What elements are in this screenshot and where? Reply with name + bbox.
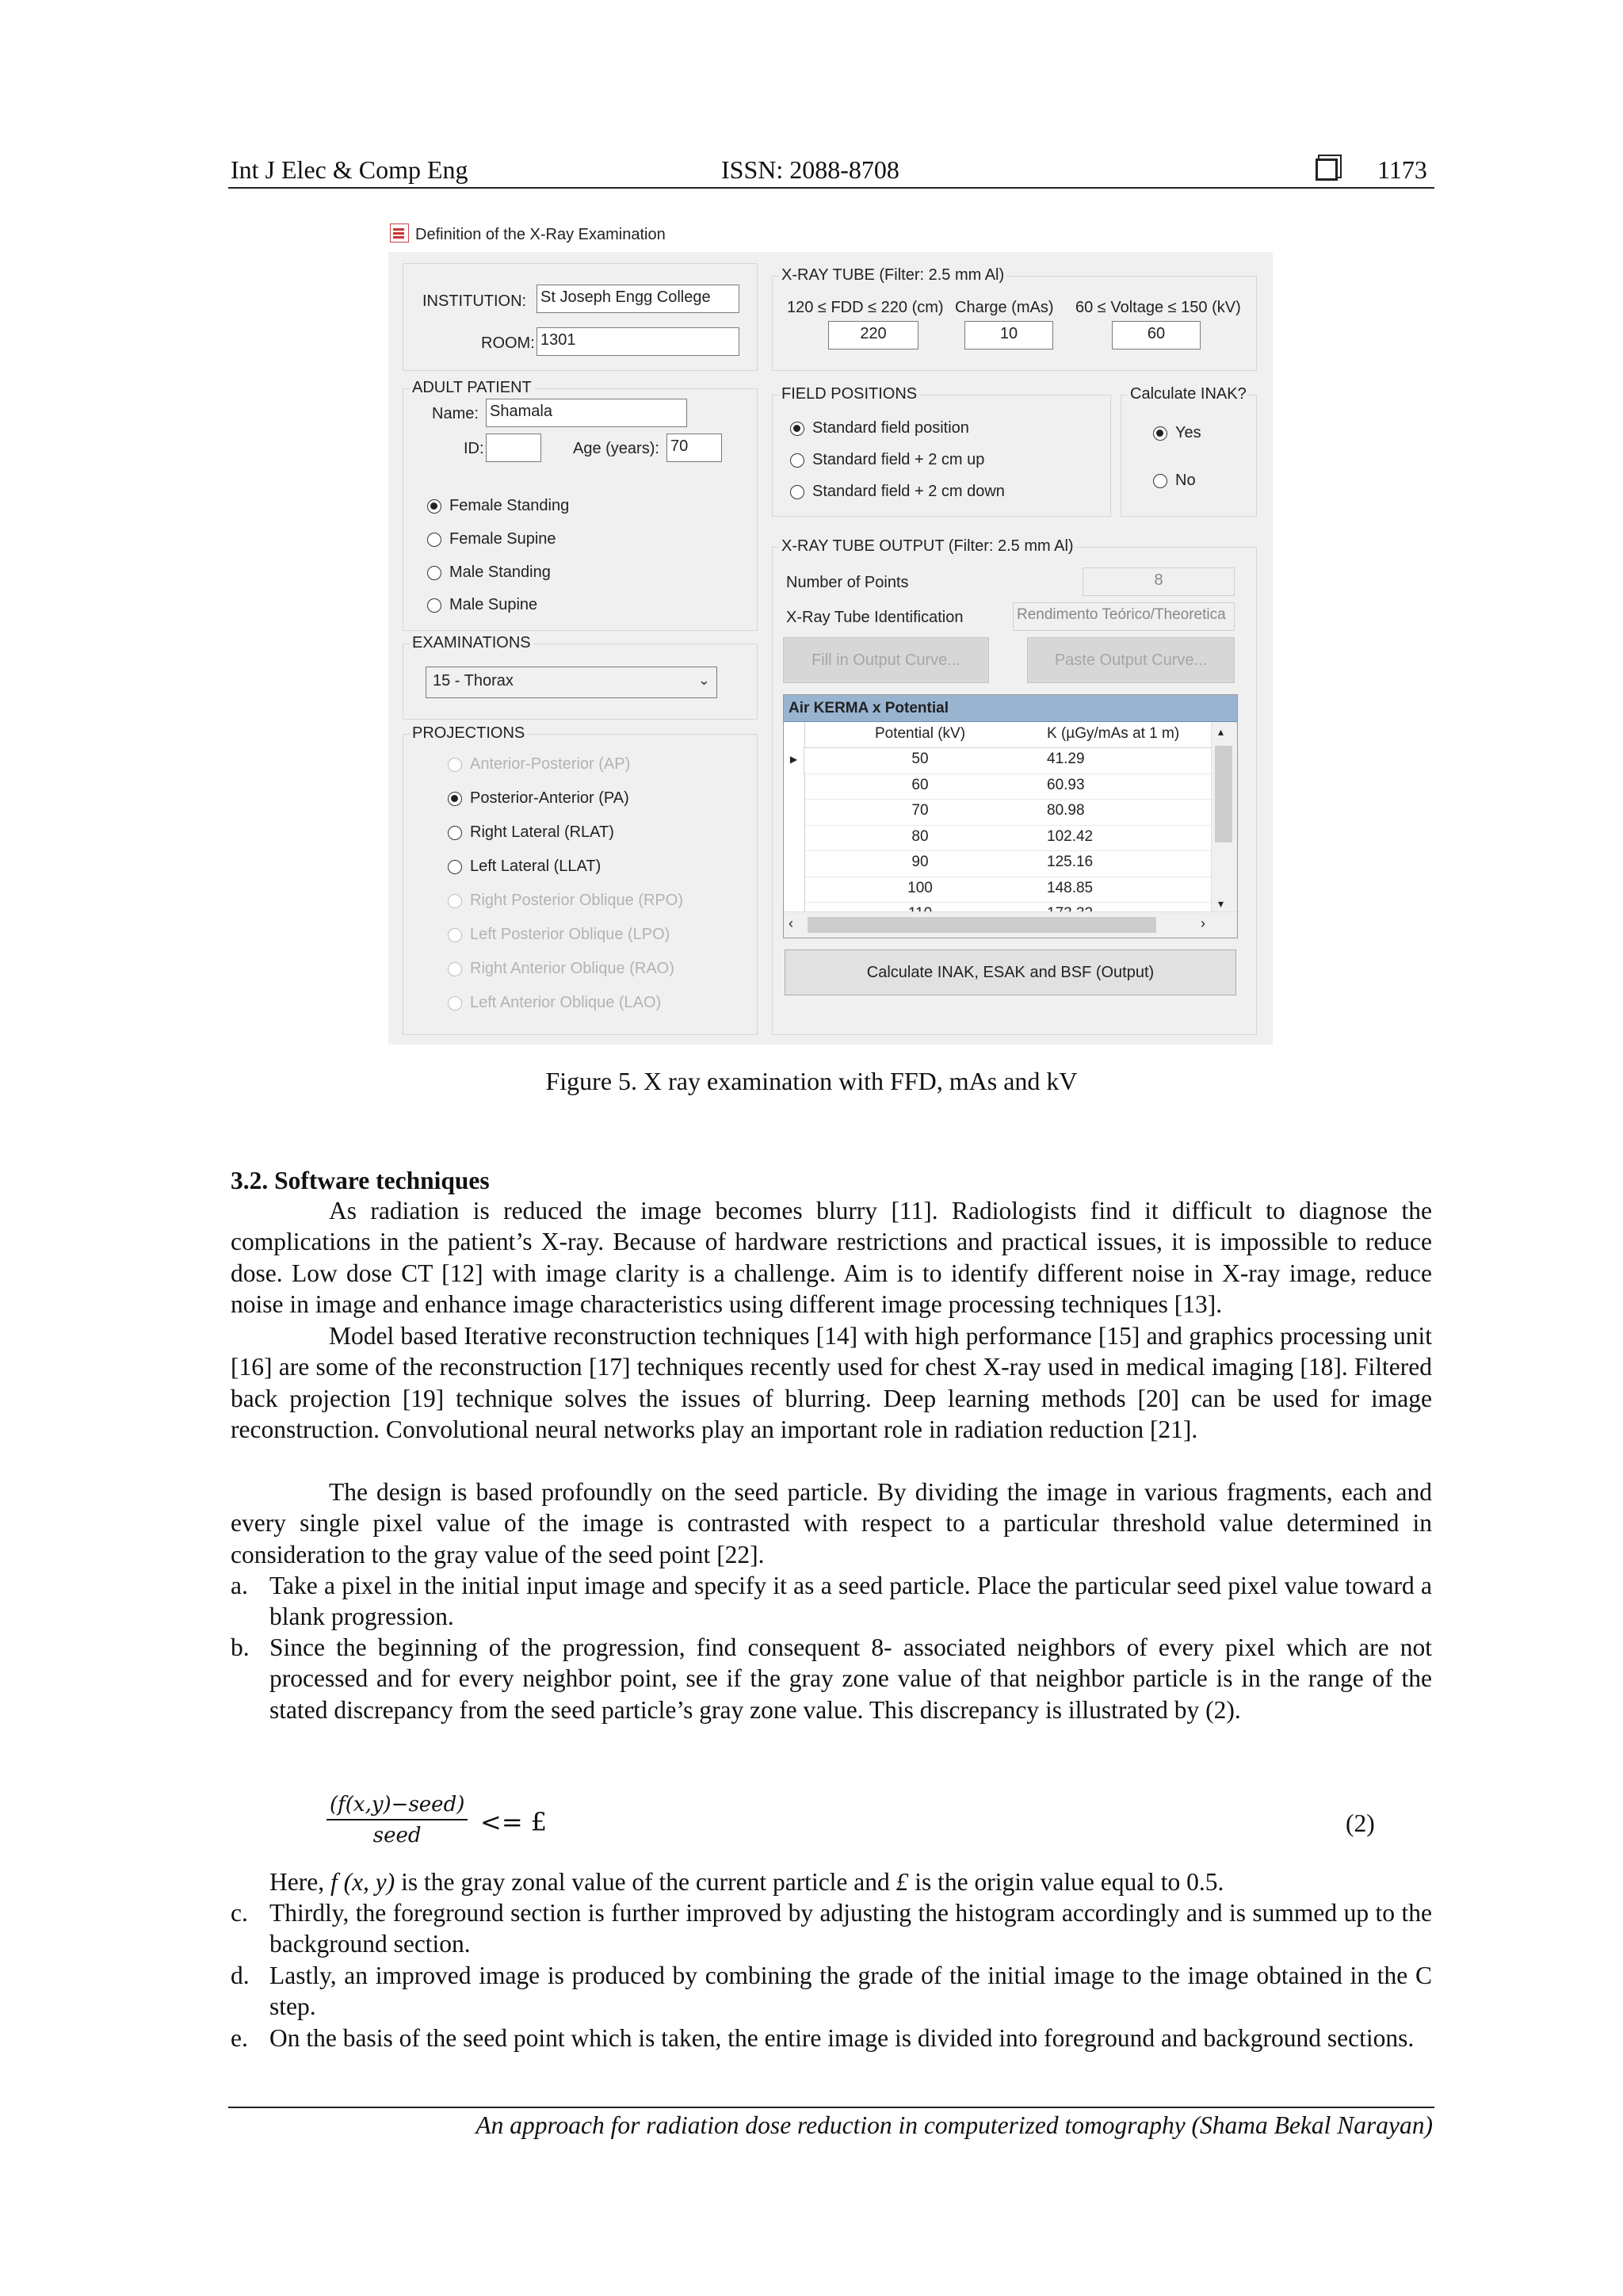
radio-label: Right Lateral (RLAT)	[470, 823, 614, 841]
radio-proj-lpo[interactable]	[448, 926, 670, 944]
radio-dot	[448, 962, 462, 976]
xray-tube-title: X-RAY TUBE (Filter: 2.5 mm Al)	[779, 266, 1006, 285]
cell-k[interactable]: 60.93	[1047, 776, 1085, 793]
radio-dot	[448, 894, 462, 908]
radio-standard-field[interactable]	[790, 419, 969, 437]
vertical-scrollbar[interactable]	[1211, 722, 1237, 912]
examinations-title: EXAMINATIONS	[410, 634, 533, 652]
tube-id-input[interactable]: Rendimento Teórico/Theoretica	[1013, 602, 1235, 631]
institution-input[interactable]: St Joseph Engg College	[537, 285, 739, 313]
cell-potential[interactable]: 90	[911, 854, 929, 870]
charge-input[interactable]: 10	[964, 321, 1053, 350]
radio-label: Posterior-Anterior (PA)	[470, 789, 629, 807]
radio-dot	[427, 533, 441, 547]
room-input[interactable]: 1301	[537, 327, 739, 356]
equation-numerator: (f(x,y)−seed)	[327, 1793, 468, 1820]
radio-label: Male Standing	[449, 563, 551, 581]
chevron-down-icon: ⌄	[697, 672, 710, 688]
row-header[interactable]	[784, 825, 805, 851]
voltage-input[interactable]: 60	[1112, 321, 1201, 350]
radio-proj-pa[interactable]	[448, 789, 629, 808]
row-header[interactable]	[784, 877, 805, 903]
radio-dot	[790, 453, 804, 468]
radio-label: Left Anterior Oblique (LAO)	[470, 994, 662, 1011]
radio-male-supine[interactable]	[427, 596, 537, 614]
list-marker-a: a.	[231, 1572, 248, 1599]
radio-label: Left Posterior Oblique (LPO)	[470, 926, 670, 943]
cell-k[interactable]: 148.85	[1047, 879, 1094, 896]
institution-group	[403, 263, 758, 371]
cell-potential[interactable]: 80	[911, 827, 929, 845]
list-item-b: Since the beginning of the progression, find consequent 8- associated neighbors of every pixel which are not processed and for every neighbor point, see if the gray zone value of that neighbor particle is in the range of the stated discrepancy from the seed particle’s gray zone value. This discrepancy is illustrated by (2).	[269, 1633, 1432, 1724]
here-post: is the gray zonal value of the current particle and	[395, 1868, 896, 1896]
grid-caption: Air KERMA x Potential	[784, 695, 1237, 722]
examination-select[interactable]	[426, 667, 717, 698]
radio-dot	[448, 928, 462, 942]
scroll-down-icon[interactable]: ▾	[1218, 897, 1224, 910]
radio-label: Yes	[1175, 424, 1201, 441]
radio-inak-yes[interactable]	[1153, 424, 1201, 442]
radio-label: Anterior-Posterior (AP)	[470, 755, 631, 773]
scroll-up-icon[interactable]: ▴	[1218, 725, 1224, 738]
radio-dot	[448, 758, 462, 772]
page-box-icon	[1316, 155, 1338, 185]
paste-output-curve-button[interactable]: Paste Output Curve...	[1027, 637, 1235, 683]
calculate-inak-title: Calculate INAK?	[1128, 385, 1249, 403]
radio-label: Female Standing	[449, 497, 570, 514]
adult-patient-title: ADULT PATIENT	[410, 379, 534, 397]
xray-tube-group	[772, 266, 1257, 371]
examinations-group	[403, 634, 758, 720]
radio-label: Standard field position	[812, 419, 969, 437]
room-label: ROOM:	[481, 334, 535, 352]
radio-label: No	[1175, 472, 1196, 489]
row-header[interactable]	[784, 774, 805, 800]
table-row[interactable]	[784, 774, 1212, 800]
radio-dot	[448, 792, 462, 806]
examination-selected: 15 - Thorax	[433, 672, 514, 690]
list-marker-d: d.	[231, 1962, 250, 1989]
scroll-right-icon[interactable]: ›	[1201, 915, 1205, 931]
radio-label: Right Posterior Oblique (RPO)	[470, 892, 683, 909]
running-footer: An approach for radiation dose reduction in computerized tomography (Shama Bekal Narayan)	[475, 2111, 1433, 2139]
equation-denominator: seed	[372, 1824, 422, 1847]
radio-male-standing[interactable]	[427, 563, 551, 582]
list-item-d: Lastly, an improved image is produced by combining the grade of the initial image to the image obtained in the C step.	[269, 1962, 1432, 2021]
radio-label: Male Supine	[449, 596, 538, 613]
here-fxy: f (x, y)	[330, 1868, 395, 1896]
list-item-c: Thirdly, the foreground section is further improved by adjusting the histogram accordingly and is summed up to the background section.	[269, 1899, 1432, 1958]
radio-dot	[1153, 474, 1167, 488]
paragraph-1: As radiation is reduced the image becomes blurry [11]. Radiologists find it difficult to diagnose the complications in the patient’s X-ray. Because of hardware restrictions and practical issues, it is impossible to reduce dose. Low dose CT [12] with image clarity is a challenge. Aim is to identify different noise in X-ray image, reduce noise in image and enhance image characteristics using different image processing techniques [13].	[231, 1197, 1432, 1319]
calculate-inak-group	[1121, 385, 1257, 517]
cell-k[interactable]: 125.16	[1047, 854, 1094, 870]
horizontal-scroll-thumb[interactable]	[808, 917, 1156, 933]
equation-explanation	[269, 1866, 1224, 1897]
here-end: is the origin value equal to 0.5.	[908, 1868, 1224, 1896]
radio-inak-no[interactable]	[1153, 472, 1196, 490]
adult-patient-group	[403, 379, 758, 631]
radio-dot	[790, 485, 804, 499]
radio-proj-llat[interactable]	[448, 858, 601, 876]
paragraph-3: The design is based profoundly on the seed particle. By dividing the image in various fragments, each and every single pixel value of the image is contrasted with respect to a particular threshold value determined in consideration to the gray value of the seed point [22].	[231, 1478, 1432, 1568]
radio-dot	[448, 860, 462, 874]
cell-potential[interactable]: 70	[911, 802, 929, 819]
cell-potential[interactable]: 60	[911, 776, 929, 793]
scroll-left-icon[interactable]: ‹	[789, 915, 793, 931]
projections-title: PROJECTIONS	[410, 724, 527, 743]
name-label: Name:	[432, 405, 479, 422]
list-marker-b: b.	[231, 1633, 250, 1661]
section-heading: 3.2. Software techniques	[231, 1167, 490, 1194]
cell-potential[interactable]: 50	[911, 751, 929, 767]
here-pound: £	[896, 1868, 909, 1896]
equation-relation: <= £	[480, 1807, 548, 1837]
equation-fraction	[327, 1793, 468, 1847]
field-positions-group	[772, 385, 1111, 517]
equation-number: (2)	[1346, 1809, 1375, 1837]
issn: ISSN: 2088-8708	[721, 155, 899, 184]
radio-label: Standard field + 2 cm up	[812, 451, 985, 468]
row-header[interactable]: ▶	[784, 747, 804, 774]
figure-caption: Figure 5. X ray examination with FFD, mAs and kV	[545, 1067, 1078, 1095]
institution-label: INSTITUTION:	[422, 292, 527, 310]
air-kerma-grid[interactable]	[783, 694, 1238, 938]
list-marker-c: c.	[231, 1899, 248, 1927]
radio-proj-rao[interactable]	[448, 960, 674, 978]
radio-label: Female Supine	[449, 530, 556, 548]
radio-female-supine[interactable]	[427, 530, 556, 548]
radio-dot	[1153, 426, 1167, 441]
app-icon	[390, 223, 409, 243]
window-title-text: Definition of the X-Ray Examination	[415, 226, 666, 243]
header-rule	[228, 187, 1434, 189]
age-input[interactable]: 70	[666, 434, 722, 462]
cell-k[interactable]: 80.98	[1047, 802, 1085, 819]
footer-rule	[228, 2107, 1434, 2108]
list-item-e: On the basis of the seed point which is taken, the entire image is divided into foreground and background sections.	[269, 2024, 1415, 2052]
table-row[interactable]	[784, 877, 1212, 904]
projections-group	[403, 724, 758, 1035]
row-header[interactable]	[784, 850, 805, 877]
id-label: ID:	[464, 440, 484, 457]
horizontal-scrollbar[interactable]	[784, 911, 1237, 938]
journal-name: Int J Elec & Comp Eng	[231, 155, 468, 184]
id-input[interactable]	[486, 434, 541, 462]
radio-dot	[448, 826, 462, 840]
tube-id-label: X-Ray Tube Identification	[786, 609, 964, 626]
fdd-input[interactable]: 220	[828, 321, 918, 350]
radio-dot	[427, 499, 441, 514]
table-row[interactable]	[784, 747, 1212, 774]
voltage-label: 60 ≤ Voltage ≤ 150 (kV)	[1075, 299, 1241, 316]
xray-dialog	[388, 252, 1273, 1045]
age-label: Age (years):	[573, 440, 659, 457]
row-header[interactable]	[784, 799, 805, 825]
here-pre: Here,	[269, 1868, 330, 1896]
page-number: 1173	[1377, 155, 1427, 184]
charge-label: Charge (mAs)	[955, 299, 1054, 316]
radio-proj-rlat[interactable]	[448, 823, 614, 842]
cell-k[interactable]: 41.29	[1047, 751, 1085, 767]
cell-potential[interactable]: 100	[907, 879, 933, 896]
tube-output-title: X-RAY TUBE OUTPUT (Filter: 2.5 mm Al)	[779, 537, 1076, 556]
fdd-label: 120 ≤ FDD ≤ 220 (cm)	[787, 299, 944, 316]
table-row[interactable]	[784, 825, 1212, 852]
radio-proj-rpo[interactable]	[448, 892, 683, 910]
table-row[interactable]	[784, 850, 1212, 877]
list-marker-e: e.	[231, 2024, 248, 2052]
radio-field-down[interactable]	[790, 483, 1005, 501]
radio-label: Right Anterior Oblique (RAO)	[470, 960, 674, 977]
radio-proj-lao[interactable]	[448, 994, 661, 1012]
points-input[interactable]: 8	[1083, 567, 1235, 596]
radio-label: Left Lateral (LLAT)	[470, 858, 601, 875]
radio-dot	[448, 996, 462, 1010]
vertical-scroll-thumb[interactable]	[1215, 746, 1232, 842]
name-input[interactable]: Shamala	[486, 399, 687, 427]
cell-k[interactable]: 102.42	[1047, 827, 1094, 845]
table-row[interactable]	[784, 799, 1212, 826]
calculate-output-button[interactable]: Calculate INAK, ESAK and BSF (Output)	[785, 949, 1236, 995]
paragraph-2: Model based Iterative reconstruction techniques [14] with high performance [15] and graphics processing unit [16] are some of the reconstruction [17] techniques recently used for chest X-ray used in medical imaging [18]. Filtered back projection [19] technique solves the issues of blurring. Deep learning methods [20] can be used for image reconstruction. Convolutional neural networks play an important role in radiation reduction [21].	[231, 1322, 1432, 1444]
radio-dot	[790, 422, 804, 436]
radio-proj-ap[interactable]	[448, 755, 630, 774]
fill-output-curve-button[interactable]: Fill in Output Curve...	[783, 637, 989, 683]
window-title	[390, 220, 666, 244]
radio-female-standing[interactable]	[427, 497, 569, 515]
grid-header	[784, 722, 1212, 748]
radio-label: Standard field + 2 cm down	[812, 483, 1005, 500]
radio-field-up[interactable]	[790, 451, 984, 469]
radio-dot	[427, 566, 441, 580]
col-potential[interactable]: Potential (kV)	[874, 725, 966, 742]
col-k[interactable]: K (µGy/mAs at 1 m)	[1047, 725, 1180, 742]
grid-corner	[784, 722, 805, 747]
radio-dot	[427, 598, 441, 613]
field-positions-title: FIELD POSITIONS	[779, 385, 919, 403]
list-item-a: Take a pixel in the initial input image and specify it as a seed particle. Place the particular seed pixel value toward a blank progression.	[269, 1572, 1432, 1631]
points-label: Number of Points	[786, 574, 909, 591]
